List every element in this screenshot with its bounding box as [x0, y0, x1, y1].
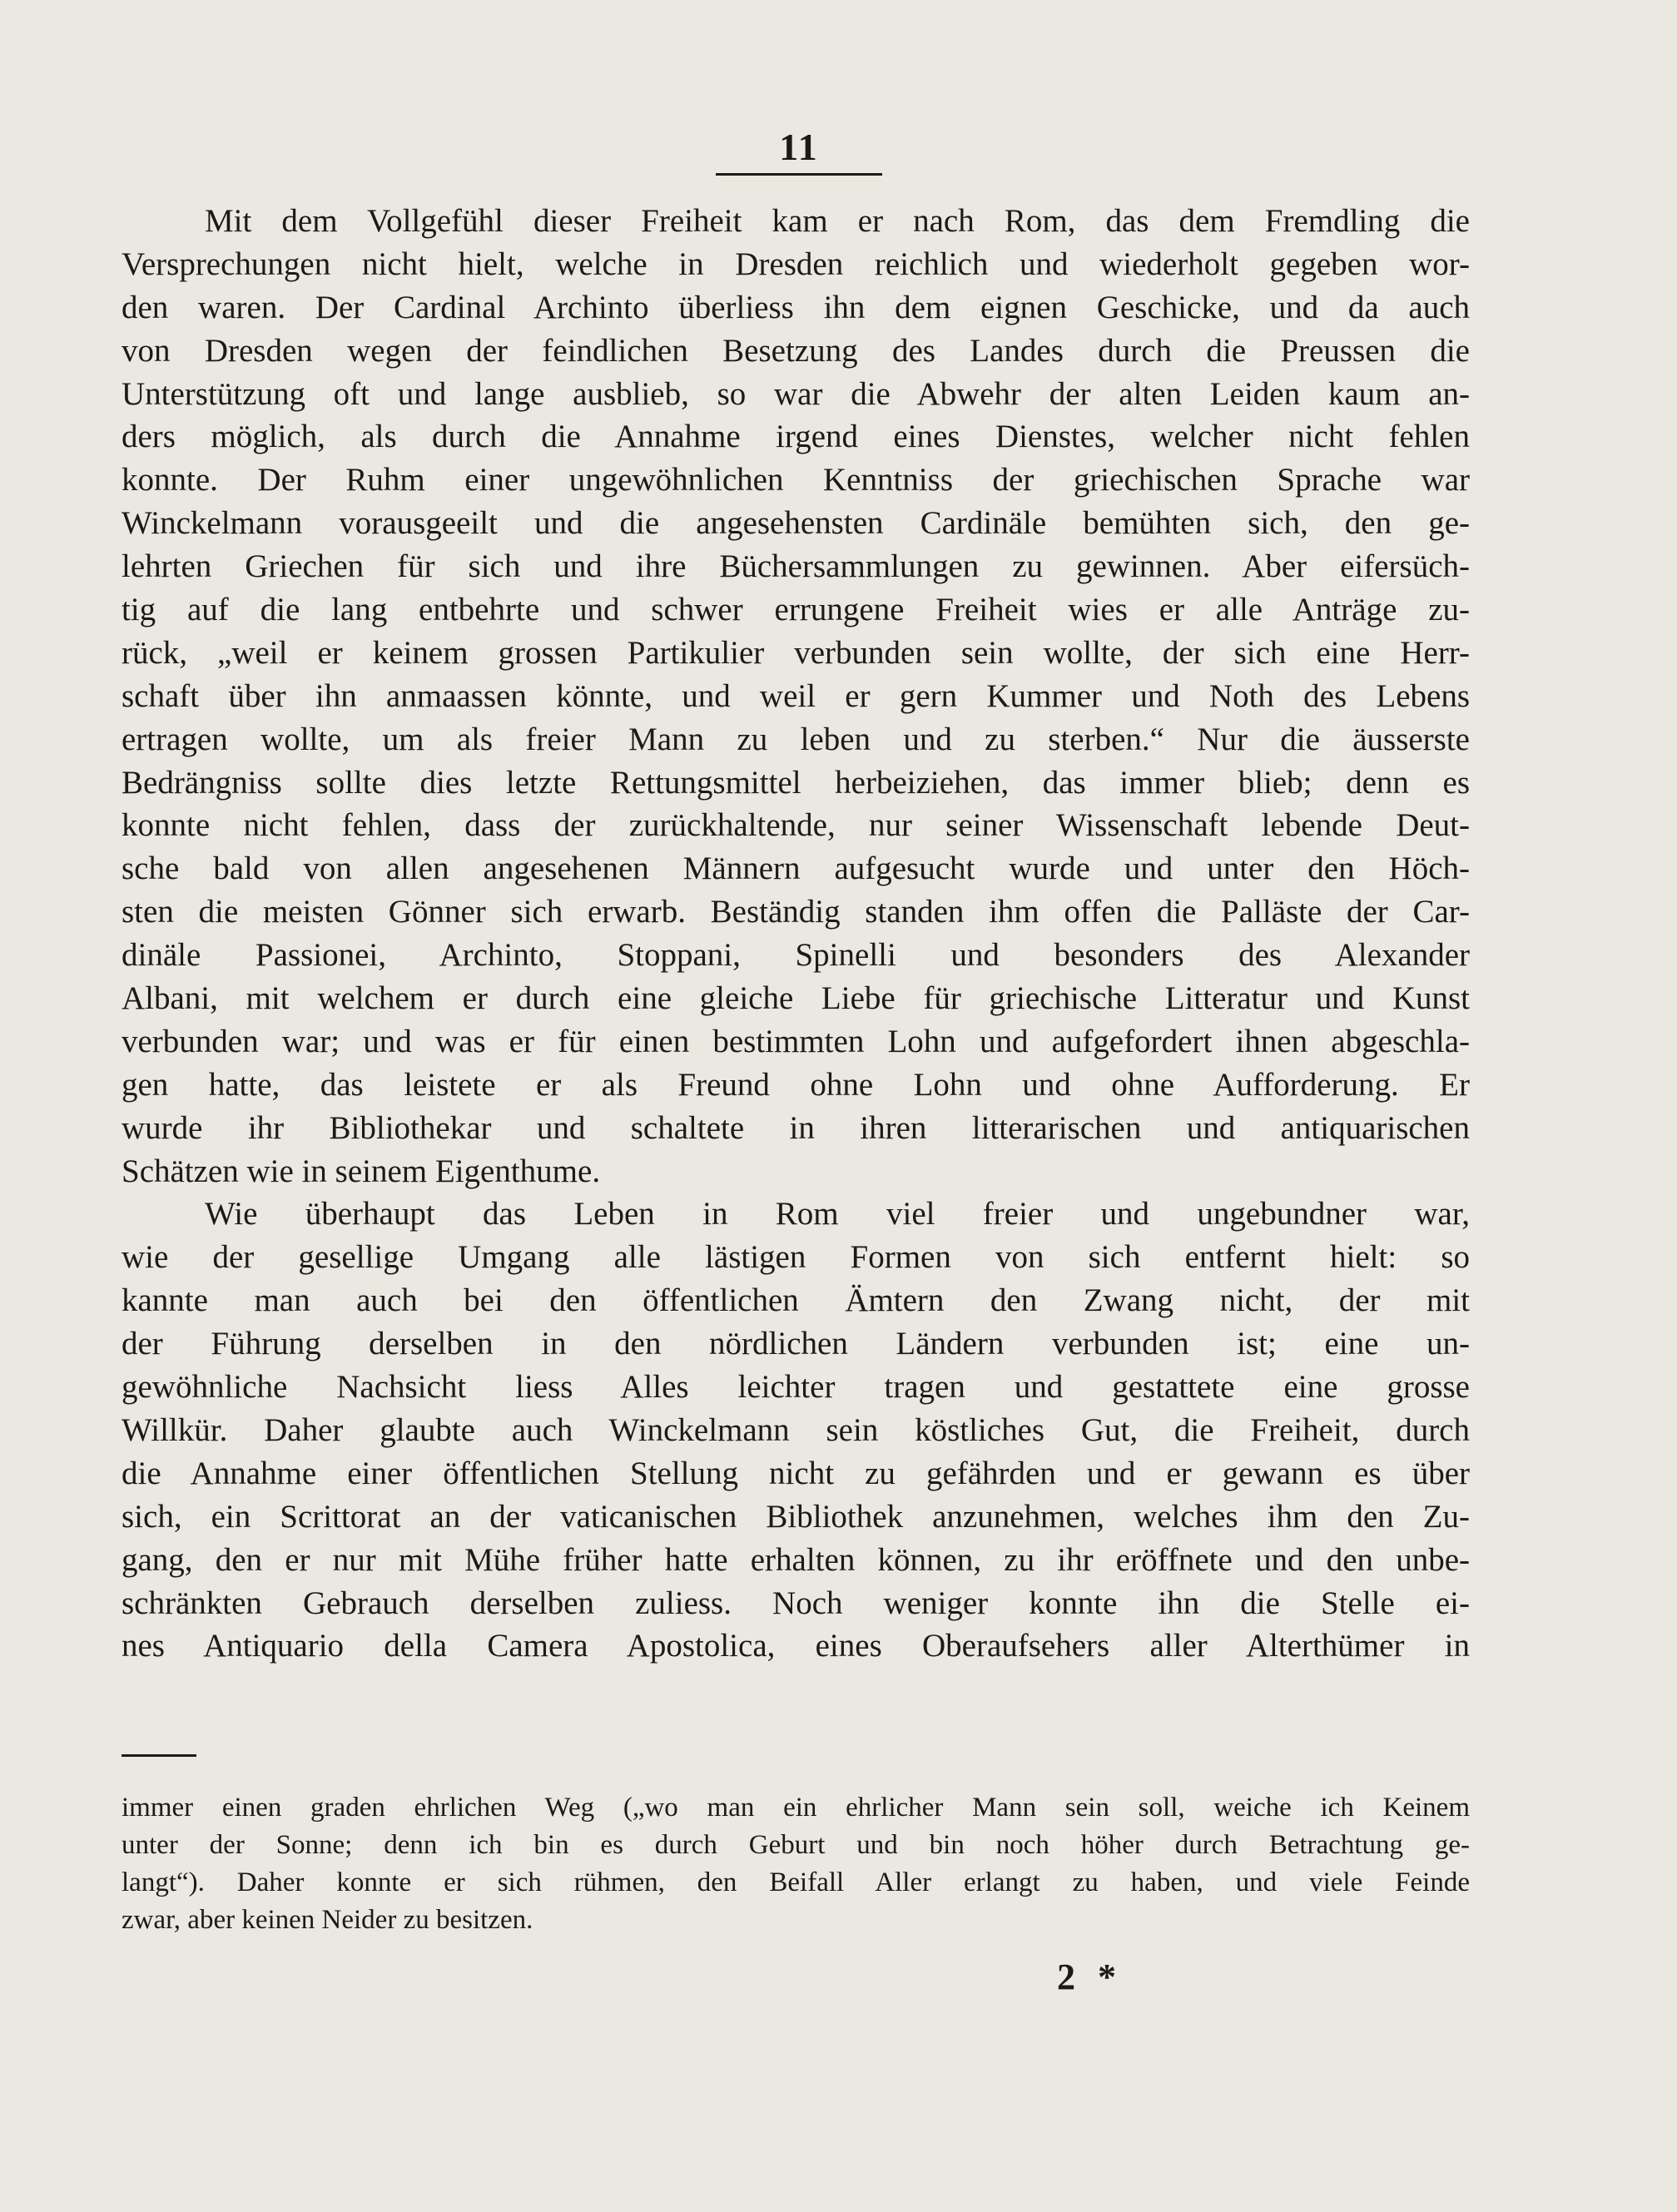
text-line: Versprechungen nicht hielt, welche in Dresden reichlich und wiederholt gegeben wor- — [122, 246, 1470, 282]
header-rule — [716, 173, 882, 176]
text-line: konnte. Der Ruhm einer ungewöhnlichen Kenntniss der griechischen Sprache war — [122, 462, 1470, 498]
text-line: dinäle Passionei, Archinto, Stoppani, Spinelli und besonders des Alexander — [122, 937, 1470, 974]
text-line: wurde ihr Bibliothekar und schaltete in ihren litterarischen und antiquarischen — [122, 1109, 1470, 1146]
text-line: Wie überhaupt das Leben in Rom viel freier und ungebundner war, — [205, 1196, 1470, 1232]
text-line: von Dresden wegen der feindlichen Besetzung des Landes durch die Preussen die — [122, 332, 1470, 369]
text-line: Unterstützung oft und lange ausblieb, so war die Abwehr der alten Leiden kaum an- — [122, 375, 1470, 412]
text-line: wie der gesellige Umgang alle lästigen Formen von sich entfernt hielt: so — [122, 1239, 1470, 1276]
text-line: gang, den er nur mit Mühe früher hatte erhalten können, zu ihr eröffnete und den unbe- — [122, 1541, 1470, 1578]
text-line: sten die meisten Gönner sich erwarb. Beständig standen ihm offen die Palläste der Car- — [122, 894, 1470, 930]
text-line: der Führung derselben in den nördlichen Ländern verbunden ist; eine un- — [122, 1326, 1470, 1362]
text-line: konnte nicht fehlen, dass der zurückhaltende, nur seiner Wissenschaft lebende Deut- — [122, 807, 1470, 844]
footnote-rule — [122, 1754, 196, 1757]
body-text — [122, 200, 1470, 1668]
text-line: den waren. Der Cardinal Archinto überliess ihn dem eignen Geschicke, und da auch — [122, 289, 1470, 325]
text-line: nes Antiquario della Camera Apostolica, eines Oberaufsehers aller Alterthümer in — [122, 1628, 1470, 1664]
footnote — [122, 1789, 1470, 1939]
text-line: sich, ein Scrittorat an der vaticanischen Bibliothek anzunehmen, welches ihm den Zu- — [122, 1498, 1470, 1535]
text-line: schaft über ihn anmaassen könnte, und weil er gern Kummer und Noth des Lebens — [122, 677, 1470, 714]
footnote-line: unter der Sonne; denn ich bin es durch Geburt und bin noch höher durch Betrachtung ge- — [122, 1830, 1470, 1860]
text-line: die Annahme einer öffentlichen Stellung nicht zu gefährden und er gewann es über — [122, 1455, 1470, 1491]
text-line: ders möglich, als durch die Annahme irgend eines Dienstes, welcher nicht fehlen — [122, 419, 1470, 455]
text-line: gewöhnliche Nachsicht liess Alles leichter tragen und gestattete eine grosse — [122, 1369, 1470, 1406]
signature-mark: 2 * — [1057, 1957, 1123, 1997]
footnote-line: langt“). Daher konnte er sich rühmen, den Beifall Aller erlangt zu haben, und viele Feinde — [122, 1867, 1470, 1897]
text-line: verbunden war; und was er für einen bestimmten Lohn und aufgefordert ihnen abgeschla- — [122, 1023, 1470, 1059]
text-line: tig auf die lang entbehrte und schwer errungene Freiheit wies er alle Anträge zu- — [122, 592, 1470, 628]
text-line: sche bald von allen angesehenen Männern aufgesucht wurde und unter den Höch- — [122, 851, 1470, 887]
text-line: Willkür. Daher glaubte auch Winckelmann sein köstliches Gut, die Freiheit, durch — [122, 1411, 1470, 1448]
text-line: gen hatte, das leistete er als Freund ohne Lohn und ohne Aufforderung. Er — [122, 1066, 1470, 1103]
footnote-line: zwar, aber keinen Neider zu besitzen. — [122, 1905, 533, 1935]
text-line: Albani, mit welchem er durch eine gleiche Liebe für griechische Litteratur und Kunst — [122, 980, 1470, 1017]
text-line: ertragen wollte, um als freier Mann zu leben und zu sterben.“ Nur die äusserste — [122, 721, 1470, 757]
text-line: Winckelmann vorausgeeilt und die angesehensten Cardinäle bemühten sich, den ge- — [122, 505, 1470, 542]
text-line: Bedrängniss sollte dies letzte Rettungsmittel herbeiziehen, das immer blieb; denn es — [122, 764, 1470, 801]
text-line: schränkten Gebrauch derselben zuliess. Noch weniger konnte ihn die Stelle ei- — [122, 1585, 1470, 1621]
page-number: 11 — [779, 126, 819, 168]
footnote-line: immer einen graden ehrlichen Weg („wo man ein ehrlicher Mann sein soll, weiche ich Keinem — [122, 1793, 1470, 1823]
text-line: rück, „weil er keinem grossen Partikulier verbunden sein wollte, der sich eine Herr- — [122, 634, 1470, 671]
text-line: Mit dem Vollgefühl dieser Freiheit kam er nach Rom, das dem Fremdling die — [205, 203, 1470, 239]
text-line: kannte man auch bei den öffentlichen Ämtern den Zwang nicht, der mit — [122, 1282, 1470, 1319]
text-line: lehrten Griechen für sich und ihre Büchersammlungen zu gewinnen. Aber eifersüch- — [122, 548, 1470, 585]
text-line: Schätzen wie in seinem Eigenthume. — [122, 1153, 601, 1189]
